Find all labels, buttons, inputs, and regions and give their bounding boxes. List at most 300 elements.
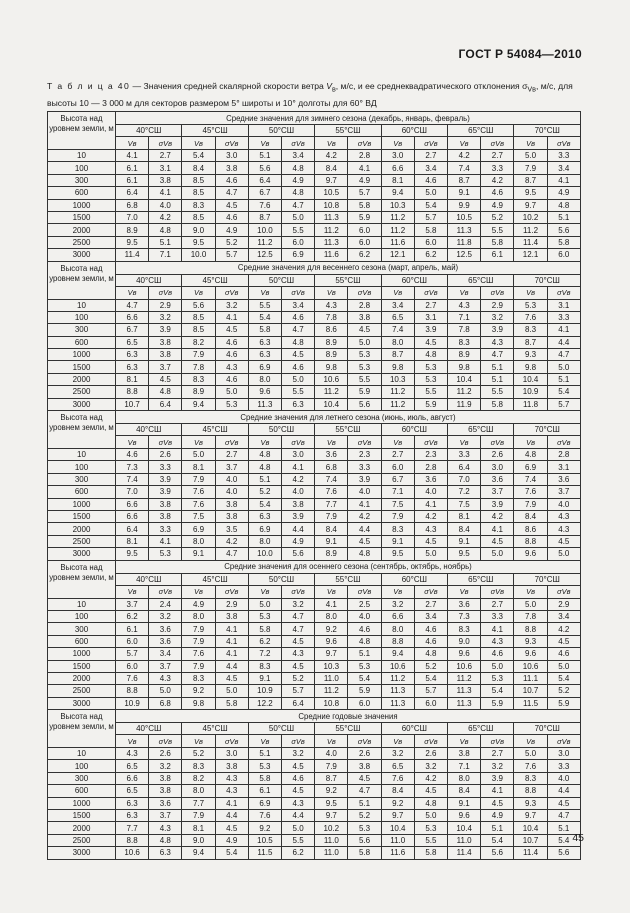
- table-cell: 9.5: [381, 548, 414, 560]
- table-cell: 5.3: [248, 760, 281, 772]
- table-cell: 4.5: [215, 822, 248, 834]
- table-cell: 6.0: [116, 660, 149, 672]
- table-cell: 9.4: [381, 187, 414, 199]
- table-cell: 6.0: [547, 249, 580, 261]
- table-cell: 4.1: [481, 523, 514, 535]
- table-cell: 7.8: [448, 324, 481, 336]
- table-cell: 5.0: [514, 598, 547, 610]
- table-cell: 3.2: [282, 598, 315, 610]
- table-cell: 8.3: [514, 772, 547, 784]
- table-cell: 2.7: [481, 150, 514, 162]
- table-cell: 8.0: [448, 772, 481, 784]
- table-cell: 11.0: [315, 672, 348, 684]
- table-cell: 4.6: [414, 174, 447, 186]
- table-cell: 4.8: [149, 224, 182, 236]
- table-cell: 4.3: [448, 299, 481, 311]
- table-cell: 5.2: [481, 211, 514, 223]
- table-cell: 6.9: [248, 797, 281, 809]
- table-cell: 6.2: [248, 635, 281, 647]
- table-cell: 3.4: [414, 610, 447, 622]
- table-cell: 4.8: [547, 199, 580, 211]
- table-cell: 10.0: [248, 548, 281, 560]
- table-cell: 4.5: [348, 772, 381, 784]
- table-cell: 5.0: [282, 211, 315, 223]
- table-cell: 9.8: [315, 361, 348, 373]
- table-cell: 3.4: [381, 299, 414, 311]
- table-cell: 7.6: [182, 648, 215, 660]
- table-cell: 8.0: [182, 610, 215, 622]
- caption-text-1: — Значения средней скалярной скорости ветра: [130, 81, 327, 91]
- table-row: [48, 610, 581, 622]
- table-cell: 5.3: [248, 610, 281, 622]
- table-cell: 3.0: [481, 461, 514, 473]
- sigma-symbol: σVв: [149, 436, 182, 449]
- table-row: [48, 598, 581, 610]
- table-cell: 8.2: [182, 772, 215, 784]
- table-cell: 4.8: [414, 797, 447, 809]
- height-value: 300: [48, 623, 116, 635]
- height-value: 1000: [48, 797, 116, 809]
- sigma-symbol: σVв: [481, 735, 514, 748]
- table-cell: 5.0: [514, 150, 547, 162]
- table-cell: 5.0: [514, 748, 547, 760]
- table-cell: 7.1: [381, 486, 414, 498]
- caption-text-2: , м/с, и ее среднеквадратического отклонения σ: [335, 81, 528, 91]
- sigma-symbol: σVв: [547, 585, 580, 598]
- table-cell: 5.6: [547, 224, 580, 236]
- speed-symbol: Vв: [381, 137, 414, 150]
- table-cell: 2.6: [149, 748, 182, 760]
- table-cell: 4.0: [547, 772, 580, 784]
- table-cell: 7.6: [182, 486, 215, 498]
- sigma-symbol: σVв: [282, 436, 315, 449]
- table-row: [48, 672, 581, 684]
- table-cell: 5.1: [348, 648, 381, 660]
- table-cell: 2.3: [348, 449, 381, 461]
- table-cell: 5.5: [248, 299, 281, 311]
- table-cell: 7.5: [182, 510, 215, 522]
- speed-symbol: Vв: [381, 585, 414, 598]
- table-cell: 5.0: [481, 660, 514, 672]
- table-cell: 3.3: [149, 461, 182, 473]
- table-cell: 11.3: [448, 685, 481, 697]
- table-cell: 4.1: [315, 598, 348, 610]
- sigma-symbol: σVв: [481, 585, 514, 598]
- table-cell: 8.4: [182, 162, 215, 174]
- table-cell: 8.6: [514, 523, 547, 535]
- table-cell: 4.1: [215, 311, 248, 323]
- table-cell: 6.0: [348, 697, 381, 709]
- height-column-header: Высота над уровнем земли, м: [48, 710, 116, 748]
- sigma-symbol: σVв: [348, 436, 381, 449]
- table-cell: 4.9: [182, 598, 215, 610]
- speed-symbol: Vв: [182, 436, 215, 449]
- table-cell: 7.9: [182, 810, 215, 822]
- table-cell: 6.5: [381, 311, 414, 323]
- table-cell: 4.4: [547, 785, 580, 797]
- table-cell: 5.4: [215, 847, 248, 859]
- table-cell: 11.3: [315, 236, 348, 248]
- sigma-symbol: σVв: [414, 436, 447, 449]
- table-cell: 6.0: [348, 236, 381, 248]
- height-value: 3000: [48, 249, 116, 261]
- table-cell: 3.0: [282, 449, 315, 461]
- table-cell: 10.4: [381, 822, 414, 834]
- table-cell: 8.3: [182, 199, 215, 211]
- table-cell: 4.5: [414, 336, 447, 348]
- table-cell: 3.2: [481, 760, 514, 772]
- table-cell: 5.8: [414, 847, 447, 859]
- speed-symbol: Vв: [315, 286, 348, 299]
- sigma-symbol: σVв: [547, 735, 580, 748]
- height-value: 2000: [48, 672, 116, 684]
- latitude-row: [48, 424, 581, 436]
- table-cell: 10.6: [381, 660, 414, 672]
- table-cell: 7.6: [182, 498, 215, 510]
- latitude-header: 55°СШ: [315, 723, 381, 735]
- table-cell: 3.2: [381, 748, 414, 760]
- table-cell: 6.9: [514, 461, 547, 473]
- table-cell: 7.1: [448, 760, 481, 772]
- table-cell: 7.8: [182, 361, 215, 373]
- table-cell: 2.7: [414, 299, 447, 311]
- table-row: [48, 697, 581, 709]
- table-cell: 11.2: [381, 672, 414, 684]
- table-cell: 9.6: [514, 648, 547, 660]
- table-cell: 4.4: [215, 660, 248, 672]
- table-cell: 4.5: [282, 760, 315, 772]
- table-cell: 4.8: [414, 648, 447, 660]
- sigma-symbol: σVв: [348, 735, 381, 748]
- table-cell: 5.1: [481, 361, 514, 373]
- table-cell: 4.0: [414, 486, 447, 498]
- table-cell: 9.1: [448, 797, 481, 809]
- table-cell: 4.3: [215, 361, 248, 373]
- table-cell: 10.6: [315, 373, 348, 385]
- table-cell: 9.3: [514, 797, 547, 809]
- sigma-symbol: σVв: [282, 286, 315, 299]
- table-cell: 7.6: [514, 311, 547, 323]
- latitude-header: 65°СШ: [448, 125, 514, 137]
- table-cell: 7.9: [514, 162, 547, 174]
- table-cell: 5.3: [215, 398, 248, 410]
- table-cell: 5.1: [149, 236, 182, 248]
- table-cell: 5.6: [248, 162, 281, 174]
- height-value: 2500: [48, 236, 116, 248]
- table-cell: 6.3: [248, 336, 281, 348]
- table-cell: 3.8: [282, 498, 315, 510]
- table-cell: 8.9: [116, 224, 149, 236]
- table-cell: 5.5: [282, 386, 315, 398]
- table-cell: 5.7: [414, 211, 447, 223]
- table-row: [48, 847, 581, 859]
- table-cell: 9.5: [448, 548, 481, 560]
- table-cell: 6.4: [149, 398, 182, 410]
- table-cell: 9.1: [448, 535, 481, 547]
- table-cell: 6.7: [381, 473, 414, 485]
- table-cell: 4.0: [348, 610, 381, 622]
- table-cell: 5.0: [547, 548, 580, 560]
- latitude-row: [48, 723, 581, 735]
- table-cell: 3.2: [149, 610, 182, 622]
- latitude-header: 45°СШ: [182, 125, 248, 137]
- table-cell: 10.9: [116, 697, 149, 709]
- table-cell: 4.8: [149, 386, 182, 398]
- table-cell: 8.3: [182, 760, 215, 772]
- height-value: 3000: [48, 697, 116, 709]
- table-cell: 7.4: [448, 162, 481, 174]
- table-cell: 8.4: [448, 523, 481, 535]
- table-row: [48, 211, 581, 223]
- table-cell: 10.6: [116, 847, 149, 859]
- table-cell: 5.8: [248, 772, 281, 784]
- table-cell: 5.1: [547, 822, 580, 834]
- latitude-header: 45°СШ: [182, 424, 248, 436]
- speed-symbol: Vв: [182, 286, 215, 299]
- speed-symbol: Vв: [315, 735, 348, 748]
- table-cell: 2.6: [414, 748, 447, 760]
- table-cell: 11.8: [448, 236, 481, 248]
- table-row: [48, 623, 581, 635]
- table-cell: 4.5: [348, 535, 381, 547]
- table-cell: 3.4: [547, 610, 580, 622]
- table-cell: 5.0: [182, 449, 215, 461]
- table-cell: 5.4: [348, 672, 381, 684]
- table-cell: 9.4: [182, 398, 215, 410]
- table-cell: 4.6: [547, 648, 580, 660]
- table-cell: 4.2: [448, 150, 481, 162]
- table-cell: 5.8: [348, 199, 381, 211]
- table-cell: 5.8: [547, 236, 580, 248]
- latitude-header: 60°СШ: [381, 723, 447, 735]
- table-cell: 4.6: [348, 623, 381, 635]
- table-cell: 6.0: [414, 697, 447, 709]
- table-row: [48, 224, 581, 236]
- sigma-symbol: σVв: [282, 735, 315, 748]
- table-cell: 11.5: [248, 847, 281, 859]
- table-cell: 10.4: [448, 822, 481, 834]
- table-cell: 5.1: [481, 822, 514, 834]
- height-value: 1000: [48, 349, 116, 361]
- table-cell: 9.7: [514, 810, 547, 822]
- table-cell: 7.3: [448, 610, 481, 622]
- table-cell: 8.8: [116, 834, 149, 846]
- speed-symbol: Vв: [248, 735, 281, 748]
- speed-symbol: Vв: [514, 585, 547, 598]
- table-cell: 5.7: [348, 187, 381, 199]
- height-value: 100: [48, 162, 116, 174]
- table-cell: 4.1: [215, 648, 248, 660]
- table-cell: 5.0: [149, 685, 182, 697]
- table-cell: 5.1: [248, 473, 281, 485]
- table-cell: 10.4: [514, 822, 547, 834]
- table-cell: 10.4: [514, 373, 547, 385]
- table-cell: 5.6: [547, 847, 580, 859]
- latitude-header: 55°СШ: [315, 573, 381, 585]
- table-cell: 5.2: [248, 486, 281, 498]
- table-cell: 9.4: [182, 847, 215, 859]
- table-cell: 6.2: [414, 249, 447, 261]
- table-cell: 8.4: [315, 162, 348, 174]
- latitude-header: 70°СШ: [514, 723, 581, 735]
- table-row: [48, 810, 581, 822]
- table-cell: 4.2: [348, 510, 381, 522]
- table-cell: 5.7: [116, 648, 149, 660]
- latitude-header: 55°СШ: [315, 274, 381, 286]
- table-cell: 8.9: [448, 349, 481, 361]
- table-cell: 4.5: [282, 785, 315, 797]
- table-cell: 8.3: [448, 623, 481, 635]
- speed-symbol: Vв: [448, 585, 481, 598]
- latitude-header: 60°СШ: [381, 274, 447, 286]
- table-cell: 3.0: [215, 150, 248, 162]
- table-cell: 8.3: [182, 373, 215, 385]
- table-cell: 4.6: [215, 211, 248, 223]
- table-cell: 4.8: [348, 548, 381, 560]
- table-cell: 9.7: [514, 199, 547, 211]
- table-cell: 2.4: [149, 598, 182, 610]
- table-cell: 11.3: [448, 224, 481, 236]
- table-cell: 3.9: [481, 772, 514, 784]
- table-cell: 9.1: [315, 535, 348, 547]
- caption-label: Т а б л и ц а 40: [47, 81, 131, 91]
- table-cell: 3.6: [149, 797, 182, 809]
- table-cell: 4.0: [315, 748, 348, 760]
- table-cell: 4.1: [215, 623, 248, 635]
- table-cell: 12.1: [514, 249, 547, 261]
- table-cell: 5.3: [348, 660, 381, 672]
- table-cell: 5.9: [481, 697, 514, 709]
- table-cell: 4.0: [282, 486, 315, 498]
- table-cell: 7.9: [514, 498, 547, 510]
- table-cell: 11.2: [381, 386, 414, 398]
- table-cell: 7.9: [182, 635, 215, 647]
- table-row: [48, 822, 581, 834]
- table-cell: 4.8: [248, 461, 281, 473]
- table-cell: 8.1: [182, 461, 215, 473]
- table-cell: 10.0: [182, 249, 215, 261]
- sigma-symbol: σVв: [414, 286, 447, 299]
- table-cell: 4.5: [481, 535, 514, 547]
- table-cell: 4.2: [414, 772, 447, 784]
- table-cell: 5.6: [182, 299, 215, 311]
- table-cell: 2.6: [149, 449, 182, 461]
- speed-symbol: Vв: [381, 436, 414, 449]
- table-cell: 5.8: [348, 847, 381, 859]
- table-cell: 4.5: [215, 199, 248, 211]
- table-cell: 3.7: [149, 810, 182, 822]
- table-cell: 4.5: [348, 324, 381, 336]
- table-cell: 3.2: [381, 598, 414, 610]
- table-row: [48, 548, 581, 560]
- table-cell: 7.5: [381, 498, 414, 510]
- table-row: [48, 461, 581, 473]
- table-cell: 3.2: [414, 760, 447, 772]
- table-cell: 4.5: [215, 672, 248, 684]
- table-cell: 10.8: [315, 199, 348, 211]
- table-cell: 5.3: [514, 299, 547, 311]
- table-cell: 8.9: [315, 336, 348, 348]
- table-cell: 4.4: [282, 810, 315, 822]
- symbol-row: [48, 436, 581, 449]
- table-cell: 6.9: [248, 361, 281, 373]
- table-cell: 6.4: [116, 187, 149, 199]
- table-cell: 9.6: [248, 386, 281, 398]
- table-cell: 7.3: [116, 461, 149, 473]
- table-cell: 4.5: [481, 797, 514, 809]
- table-cell: 4.3: [547, 510, 580, 522]
- season-title: Средние годовые значения: [116, 710, 581, 723]
- table-cell: 6.1: [116, 174, 149, 186]
- table-cell: 6.3: [116, 810, 149, 822]
- season-title: Средние значения для осеннего сезона (сентябрь, октябрь, ноябрь): [116, 560, 581, 573]
- speed-symbol: Vв: [182, 735, 215, 748]
- table-cell: 5.0: [481, 548, 514, 560]
- table-row: [48, 324, 581, 336]
- latitude-header: 65°СШ: [448, 274, 514, 286]
- table-cell: 3.4: [414, 162, 447, 174]
- table-cell: 4.7: [282, 623, 315, 635]
- speed-symbol: Vв: [248, 585, 281, 598]
- table-cell: 11.1: [514, 672, 547, 684]
- latitude-header: 50°СШ: [248, 424, 314, 436]
- table-cell: 8.1: [448, 510, 481, 522]
- table-cell: 11.4: [514, 236, 547, 248]
- table-cell: 3.8: [348, 311, 381, 323]
- table-cell: 8.1: [116, 535, 149, 547]
- sigma-symbol: σVв: [414, 585, 447, 598]
- table-cell: 8.0: [182, 535, 215, 547]
- table-cell: 4.7: [282, 199, 315, 211]
- table-row: [48, 236, 581, 248]
- table-cell: 9.7: [315, 174, 348, 186]
- table-cell: 4.7: [481, 349, 514, 361]
- latitude-header: 40°СШ: [116, 573, 182, 585]
- height-value: 10: [48, 748, 116, 760]
- table-cell: 3.4: [282, 299, 315, 311]
- table-cell: 9.8: [182, 697, 215, 709]
- table-cell: 4.1: [481, 623, 514, 635]
- table-cell: 2.7: [149, 150, 182, 162]
- table-cell: 5.0: [348, 336, 381, 348]
- height-value: 1000: [48, 199, 116, 211]
- table-cell: 8.5: [182, 187, 215, 199]
- table-cell: 6.2: [282, 847, 315, 859]
- height-value: 300: [48, 772, 116, 784]
- table-cell: 9.6: [448, 648, 481, 660]
- speed-symbol: Vв: [315, 436, 348, 449]
- table-cell: 5.6: [481, 847, 514, 859]
- table-cell: 7.4: [315, 473, 348, 485]
- table-cell: 10.5: [248, 834, 281, 846]
- latitude-header: 70°СШ: [514, 125, 581, 137]
- table-cell: 3.8: [149, 498, 182, 510]
- table-cell: 5.8: [414, 224, 447, 236]
- table-cell: 2.7: [481, 598, 514, 610]
- table-cell: 4.1: [215, 635, 248, 647]
- document-title: ГОСТ Р 54084—2010: [458, 47, 582, 61]
- height-column-header: Высота над уровнем земли, м: [48, 261, 116, 299]
- height-value: 10: [48, 598, 116, 610]
- table-cell: 12.2: [248, 697, 281, 709]
- table-cell: 9.5: [315, 797, 348, 809]
- table-cell: 6.6: [381, 610, 414, 622]
- height-value: 1500: [48, 810, 116, 822]
- table-cell: 4.1: [547, 174, 580, 186]
- table-row: [48, 648, 581, 660]
- height-value: 600: [48, 187, 116, 199]
- table-cell: 9.1: [448, 187, 481, 199]
